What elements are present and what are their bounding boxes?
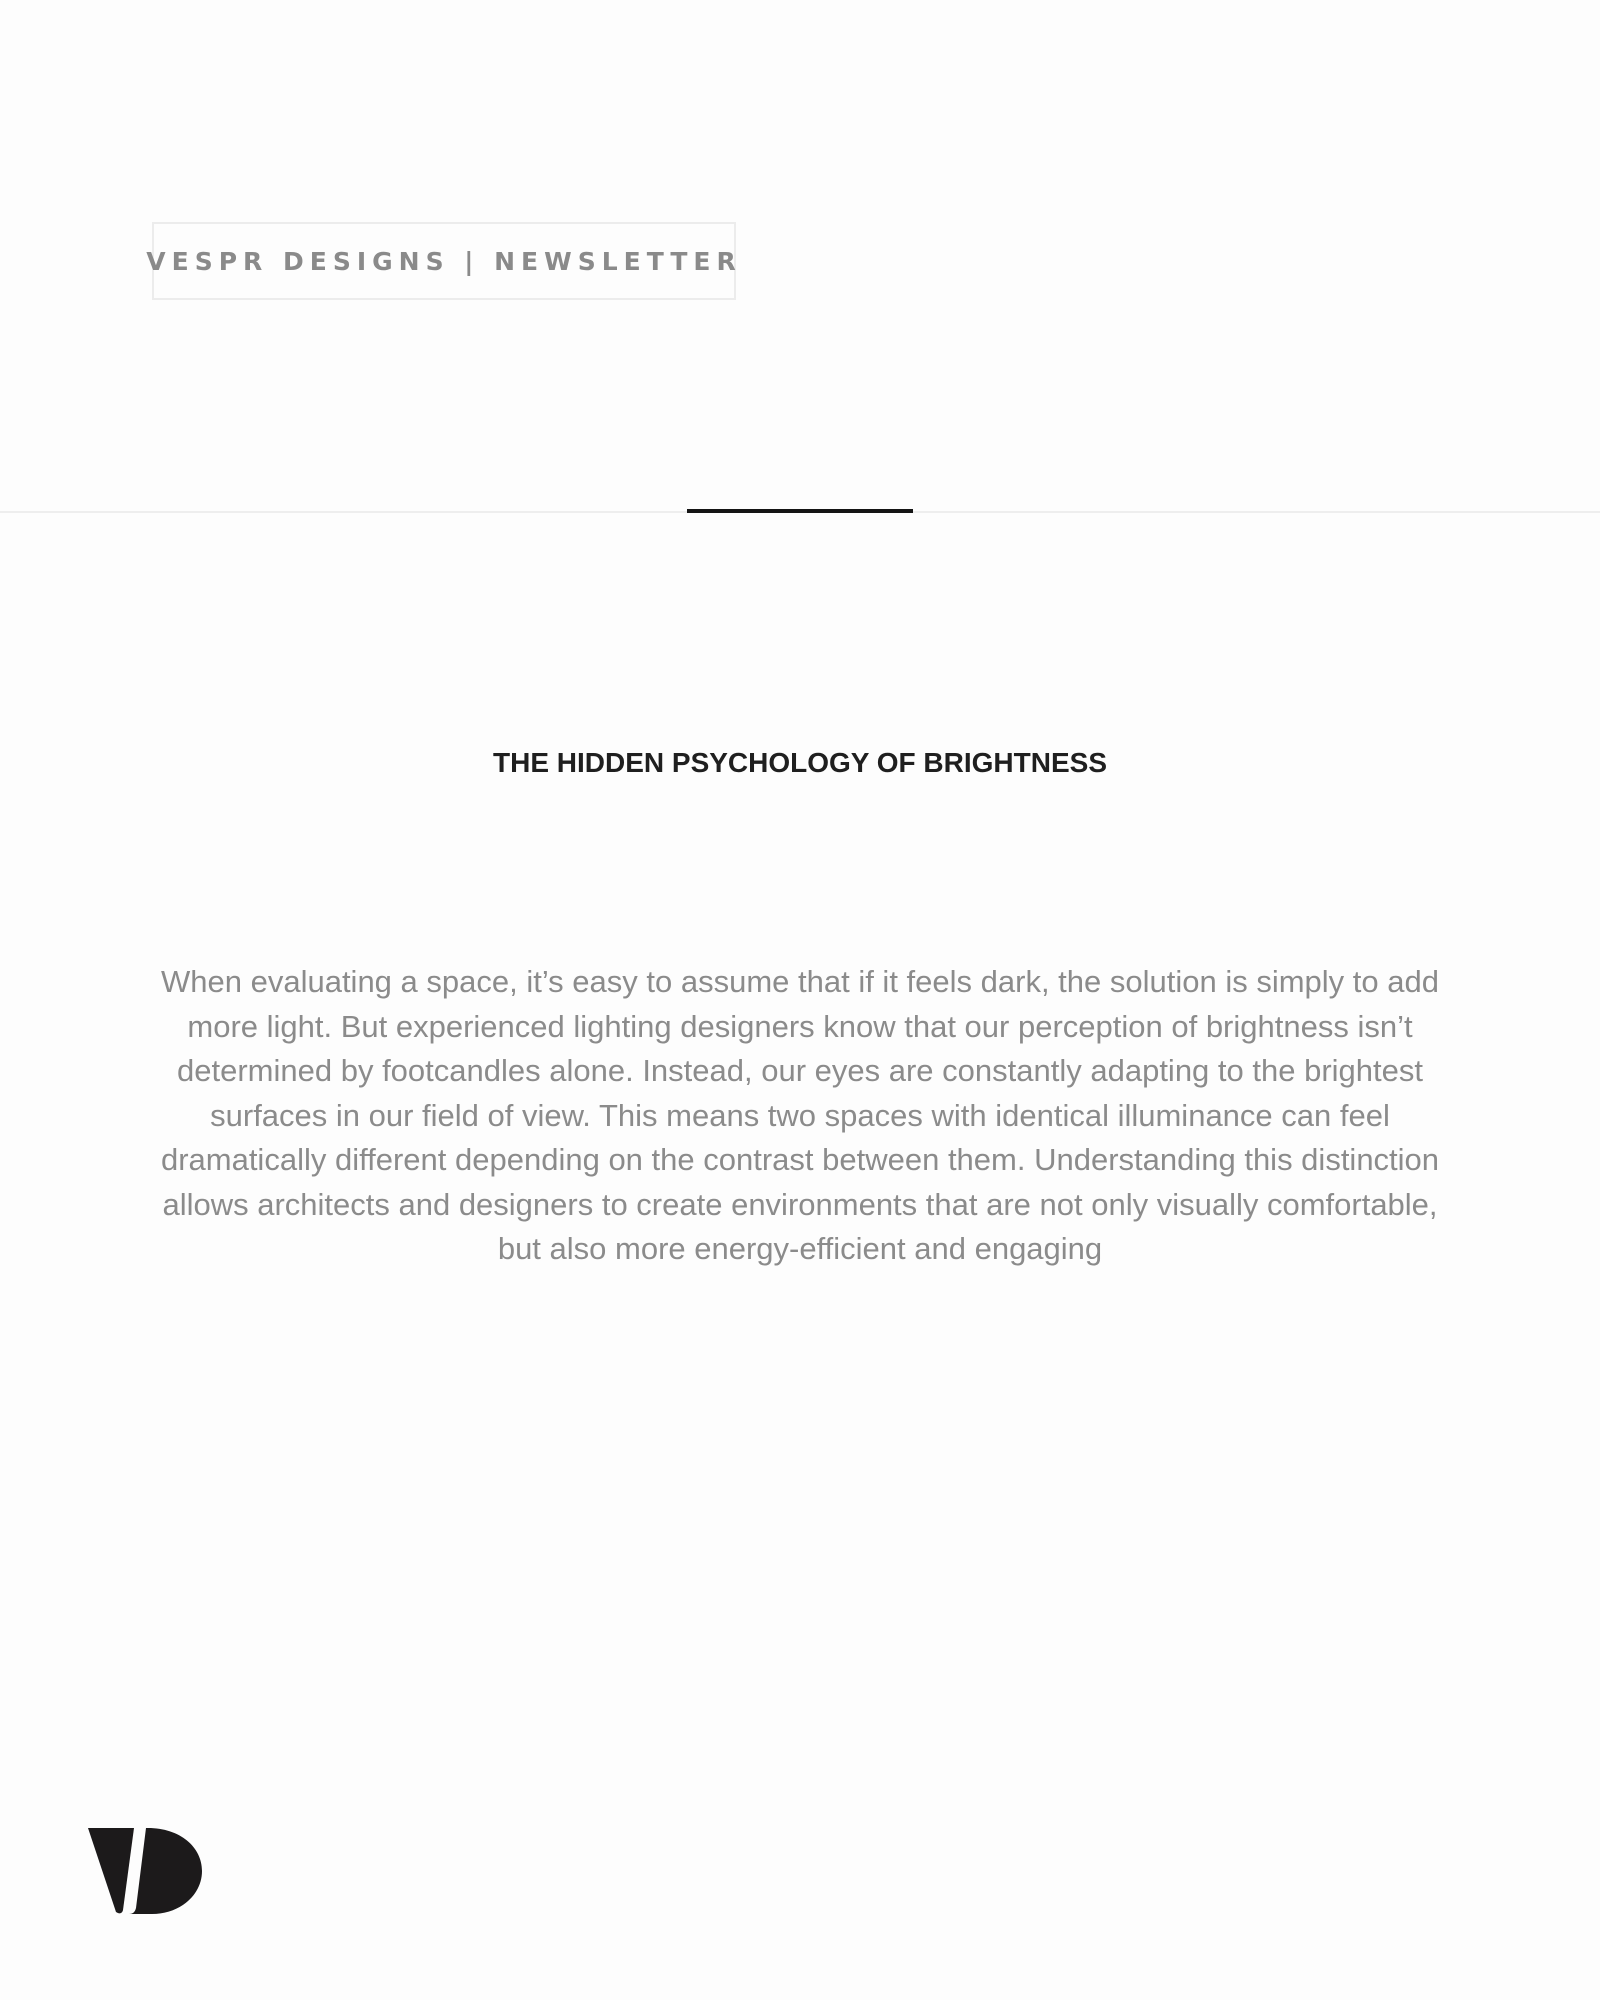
article-title: THE HIDDEN PSYCHOLOGY OF BRIGHTNESS: [493, 747, 1107, 778]
vespr-logo-icon: [88, 1828, 203, 1914]
newsletter-header-label: VESPR DESIGNS | NEWSLETTER: [146, 246, 742, 276]
section-divider-accent: [687, 509, 913, 513]
article-body: When evaluating a space, it’s easy to assume that if it feels dark, the solution is simply to add more light. But experienced lighting designers know that our perception of brightness isn’t determined by footcandles alone. Instead, our eyes are constantly adapting to the brightest surfaces in our field of view. This means two spaces with identical illuminance can feel dramatically different depending on the contrast between them. Understanding this distinction allows architects and designers to create environments that are not only visually comfortable, but also more energy-efficient and engaging: [160, 964, 1440, 1266]
newsletter-header-box: [146, 222, 742, 300]
